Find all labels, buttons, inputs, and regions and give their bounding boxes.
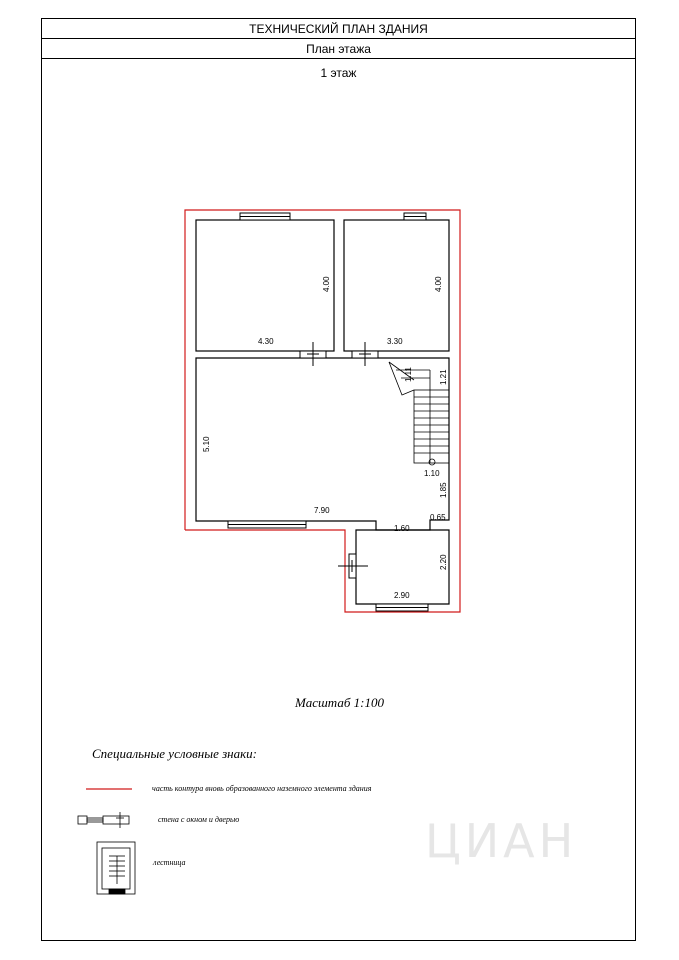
window-entry (376, 604, 428, 611)
window-room-1 (240, 213, 290, 220)
watermark-logo: ЦИАН (425, 814, 578, 868)
legend-title: Специальные условные знаки: (92, 746, 258, 761)
legend-item-stair: лестница (153, 858, 186, 867)
dim-room2-depth: 4.00 (434, 276, 443, 292)
dim-hall-width: 7.90 (314, 506, 330, 515)
dim-entry-depth: 2.20 (439, 554, 448, 570)
dim-corridor-width: 1.60 (394, 524, 410, 533)
scale-label: Масштаб 1:100 (295, 695, 384, 710)
legend-wall-window-door-symbol (78, 812, 129, 828)
dim-stair-depth: 1.21 (439, 369, 448, 385)
hall (196, 358, 449, 530)
dim-room1-depth: 4.00 (322, 276, 331, 292)
floor-label: 1 этаж (320, 66, 357, 80)
door-room-1 (300, 342, 326, 366)
window-room-2 (404, 213, 426, 220)
dim-hall-depth: 5.10 (202, 436, 211, 452)
dim-step-offset: 0.65 (430, 513, 446, 522)
dim-stair-small: 1.11 (404, 367, 413, 382)
dim-room1-width: 4.30 (258, 337, 274, 346)
document-subtitle: План этажа (42, 39, 635, 59)
dim-corridor-depth: 1.85 (439, 482, 448, 498)
legend-item-contour: часть контура вновь образованного наземного элемента здания (152, 784, 372, 793)
dim-stair-width: 1.10 (424, 469, 440, 478)
legend-item-wall: стена с окном и дверью (158, 815, 240, 824)
dim-room2-width: 3.30 (387, 337, 403, 346)
door-room-2 (352, 342, 378, 366)
window-hall (228, 521, 306, 528)
legend-staircase-symbol (97, 842, 135, 894)
room-1 (196, 220, 334, 351)
document-title: ТЕХНИЧЕСКИЙ ПЛАН ЗДАНИЯ (42, 19, 635, 39)
door-entry (338, 554, 368, 578)
dim-entry-width: 2.90 (394, 591, 410, 600)
